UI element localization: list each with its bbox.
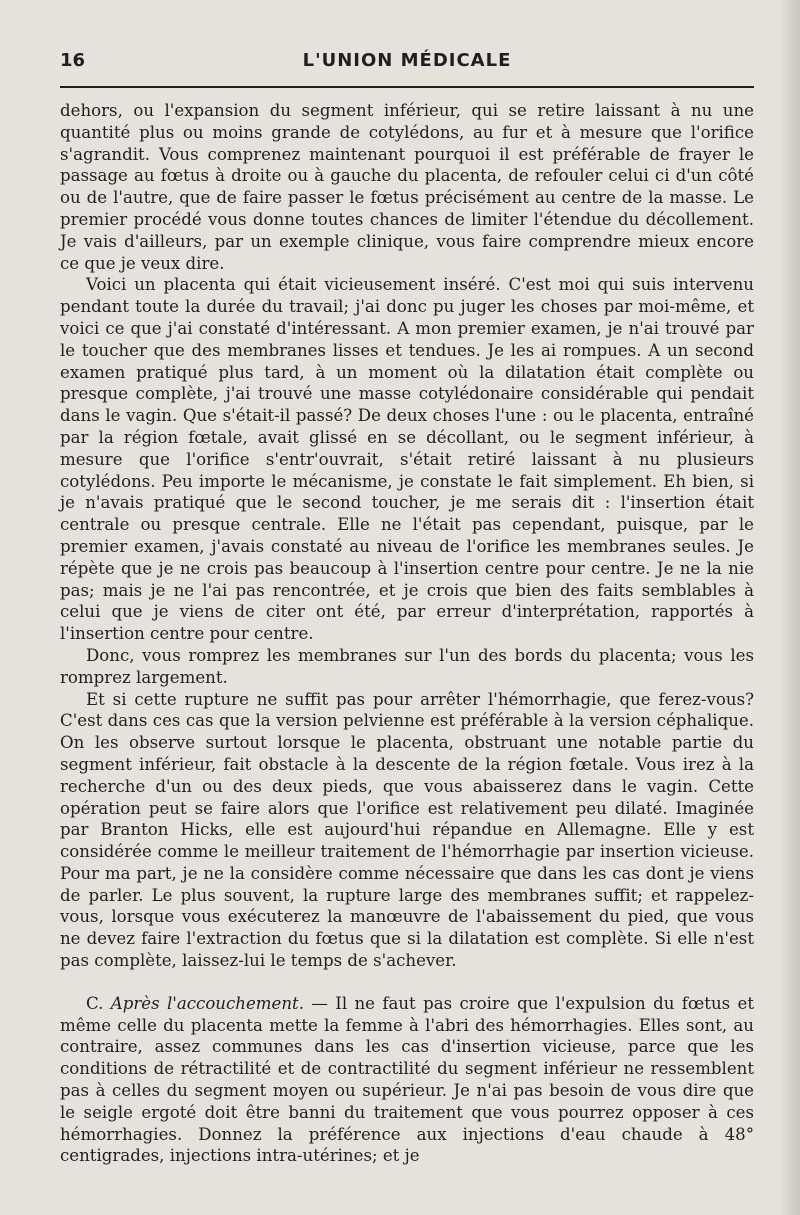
- paragraph: Et si cette rupture ne suffit pas pour arrêter l'hémorrhagie, que ferez-vous? C'est dans ces cas que la version pelvienne est préférable à la version céphalique. On les observe surtout lorsque le placenta, obstruant une notable partie du segment inférieur, fait obstacle à la descente de la région fœtale. Vous irez à la recherche d'un ou des deux pieds, que vous abaisserez dans le vagin. Cette opération peut se faire alors que l'orifice est relativement peu dilaté. Imaginée par Branton Hicks, elle est aujourd'hui répandue en Allemagne. Elle y est considérée comme le meilleur traitement de l'hémorrhagie par insertion vicieuse. Pour ma part, je ne la considère comme nécessaire que dans les cas dont je viens de parler. Le plus souvent, la rupture large des membranes suffit; et rappelez-vous, lorsque vous exécuterez la manœuvre de l'abaissement du pied, que vous ne devez faire l'extraction du fœtus que si la dilatation est complète. Si elle n'est pas complète, laissez-lui le temps de s'achever.: [60, 689, 754, 971]
- paragraph: dehors, ou l'expansion du segment inférieur, qui se retire laissant à nu une quantité plus ou moins grande de cotylédons, au fur et à mesure que l'orifice s'agrandit. Vous comprenez maintenant pourquoi il est préférable de frayer le passage au fœtus à droite ou à gauche du placenta, de refouler celui ci d'un côté ou de l'autre, que de faire passer le fœtus précisément au centre de la masse. Le premier procédé vous donne toutes chances de limiter l'étendue du décollement. Je vais d'ailleurs, par un exemple clinique, vous faire comprendre mieux encore ce que je veux dire.: [60, 101, 754, 273]
- header-rule: [60, 86, 754, 88]
- page-number: 16: [60, 50, 86, 71]
- page-edge-shadow: [778, 0, 800, 1215]
- section-heading: Après l'accouchement.: [110, 993, 304, 1013]
- section-text: — Il ne faut pas croire que l'expulsion du fœtus et même celle du placenta mette la femme à l'abri des hémorrhagies. Elles sont, au contraire, assez communes dans les cas d'insertion vicieuse, parce que les conditions de rétractilité et de contractilité du segment inférieur ne ressemblent pas à celles du segment moyen ou supérieur. Je n'ai pas besoin de vous dire que le seigle ergoté doit être banni du traitement que vous pourrez opposer à ces hémorrhagies. Donnez la préférence aux injections d'eau chaude à 48° centigrades, injections intra-utérines; et je: [60, 993, 754, 1166]
- section-c-paragraph: [60, 993, 754, 1167]
- page-header: [60, 50, 754, 80]
- paragraph: Donc, vous romprez les membranes sur l'un des bords du placenta; vous les romprez largement.: [60, 645, 754, 687]
- running-title: L'UNION MÉDICALE: [302, 50, 512, 71]
- section-label: C.: [86, 993, 104, 1013]
- body-text: [60, 100, 754, 1167]
- paragraph: Voici un placenta qui était vicieusement inséré. C'est moi qui suis intervenu pendant toute la durée du travail; j'ai donc pu juger les choses par moi-même, et voici ce que j'ai constaté d'intéressant. A mon premier examen, je n'ai trouvé par le toucher que des membranes lisses et tendues. Je les ai rompues. A un second examen pratiqué plus tard, à un moment où la dilatation était complète ou presque complète, j'ai trouvé une masse cotylédonaire considérable qui pendait dans le vagin. Que s'était-il passé? De deux choses l'une : ou le placenta, entraîné par la région fœtale, avait glissé en se décollant, ou le segment inférieur, à mesure que l'orifice s'entr'ouvrait, s'était retiré laissant à nu plusieurs cotylédons. Peu importe le mécanisme, je constate le fait simplement. Eh bien, si je n'avais pratiqué que le second toucher, je me serais dit : l'insertion était centrale ou presque centrale. Elle ne l'était pas cependant, puisque, par le premier examen, j'avais constaté au niveau de l'orifice les membranes seules. Je répète que je ne crois pas beaucoup à l'insertion centre pour centre. Je ne la nie pas; mais je ne l'ai pas rencontrée, et je crois que bien des faits semblables à celui que je viens de citer ont été, par erreur d'interprétation, rapportés à l'insertion centre pour centre.: [60, 275, 754, 644]
